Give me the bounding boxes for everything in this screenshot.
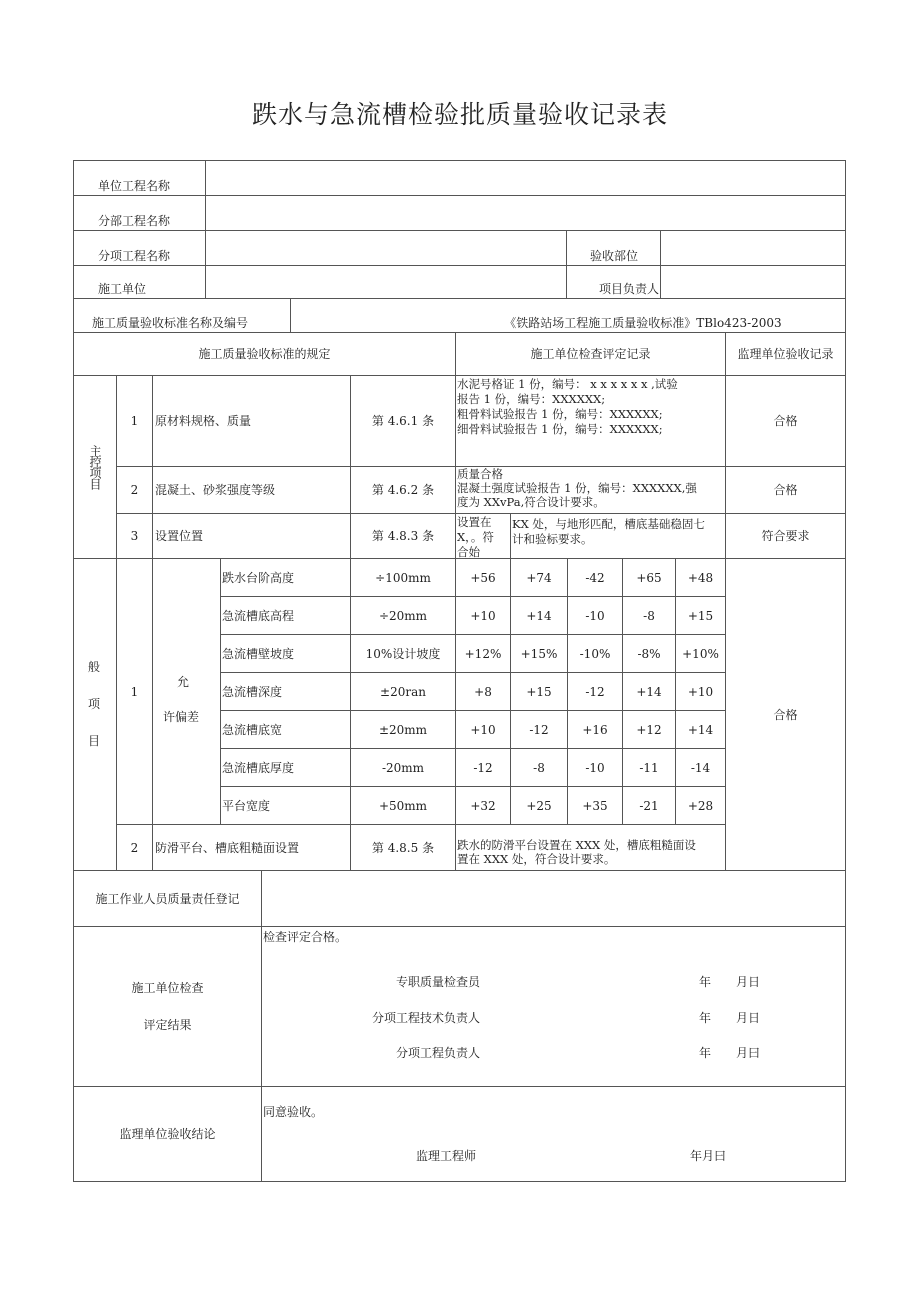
measured-value[interactable]: +28: [675, 786, 726, 825]
measured-value[interactable]: -10: [567, 748, 623, 787]
subitem-project-label: [73, 230, 206, 266]
tolerance-item-name: [220, 710, 351, 749]
item-name: 急流槽深度: [222, 684, 283, 699]
item-name: 跌水台阶高度: [222, 570, 295, 585]
supervisor-content[interactable]: [261, 1086, 846, 1182]
acceptance-part-label: [566, 230, 661, 266]
record-line: 设置在: [457, 515, 492, 529]
record-line: 度为 XXvPa,符合设计要求。: [457, 495, 605, 509]
measured-value[interactable]: +56: [455, 558, 511, 597]
measured-value[interactable]: +15%: [510, 634, 568, 673]
measured-value[interactable]: +12: [622, 710, 676, 749]
tolerance-value: +50mm: [350, 786, 456, 825]
record-line: 水泥号格证 1 份，编号： x x x x x x ,试验: [457, 377, 678, 391]
main-item-3-record-left[interactable]: [455, 513, 511, 559]
item-name: 防滑平台、槽底粗糙面设置: [155, 840, 300, 855]
measured-value[interactable]: +15: [510, 672, 568, 711]
record-line: 混凝土强度试验报告 1 份，编号：XXXXXX,强: [457, 481, 697, 495]
measured-value[interactable]: +10: [455, 710, 511, 749]
record-line: X，。符: [457, 530, 494, 544]
record-line: KX 处，与地形匹配，槽底基础稳固七: [512, 517, 705, 531]
measured-value[interactable]: +25: [510, 786, 568, 825]
measured-value[interactable]: +15: [675, 596, 726, 635]
signer-role: 专职质量检查员: [395, 975, 480, 989]
main-item-3-name: [152, 513, 351, 559]
subitem-project-field[interactable]: [205, 230, 567, 266]
supervisor-engineer: 监理工程师: [416, 1149, 477, 1163]
general-result[interactable]: 合格: [725, 558, 846, 871]
measured-value[interactable]: -8: [622, 596, 676, 635]
tolerance-item-name: [220, 558, 351, 597]
main-item-3-clause: 第 4.8.3 条: [350, 513, 456, 559]
measured-value[interactable]: -42: [567, 558, 623, 597]
col-header-supervisor-record: 监理单位验收记录: [725, 332, 846, 376]
tolerance-item-name: [220, 748, 351, 787]
label-text: 单位工程名称: [98, 179, 171, 193]
main-item-2-name: [152, 466, 351, 514]
acceptance-part-field[interactable]: [660, 230, 846, 266]
measured-value[interactable]: +14: [675, 710, 726, 749]
measured-value[interactable]: +74: [510, 558, 568, 597]
main-control-label: 主控项目: [73, 375, 117, 559]
unit-project-field[interactable]: [205, 160, 846, 196]
label-text: 分项工程名称: [98, 249, 171, 263]
measured-value[interactable]: +10: [675, 672, 726, 711]
measured-value[interactable]: +32: [455, 786, 511, 825]
general-label-char: 般: [88, 660, 101, 674]
signer-date: 月曰: [736, 1046, 761, 1060]
measured-value[interactable]: +16: [567, 710, 623, 749]
supervisor-date: 年月曰: [690, 1149, 727, 1163]
measured-value[interactable]: +65: [622, 558, 676, 597]
tolerance-value: ±20mm: [350, 710, 456, 749]
page-title: 跌水与急流槽检验批质量验收记录表: [251, 100, 668, 129]
measured-value[interactable]: +8: [455, 672, 511, 711]
tolerance-value: ±20ran: [350, 672, 456, 711]
tolerance-item-name: [220, 672, 351, 711]
item-name: 混凝土、砂浆强度等级: [155, 483, 276, 497]
general-label: [73, 558, 117, 871]
division-project-field[interactable]: [205, 195, 846, 231]
measured-value[interactable]: +10%: [675, 634, 726, 673]
tolerance-value: ÷100mm: [350, 558, 456, 597]
signer-role: 分项工程负责人: [395, 1046, 480, 1060]
label-text: 施工质量验收标准名称及编号: [92, 316, 249, 330]
standard-field[interactable]: [290, 298, 846, 333]
project-manager-label: [566, 265, 661, 299]
measured-value[interactable]: -8: [510, 748, 568, 787]
record-line: 报告 1 份，编号：XXXXXX;: [457, 392, 606, 406]
main-item-1-record[interactable]: [455, 375, 726, 467]
measured-value[interactable]: +14: [622, 672, 676, 711]
col-header-spec: 施工质量验收标准的规定: [73, 332, 456, 376]
item-name: 急流槽底厚度: [222, 760, 295, 775]
general-item-2-record[interactable]: [455, 824, 726, 871]
measured-value[interactable]: +12%: [455, 634, 511, 673]
measured-value[interactable]: +48: [675, 558, 726, 597]
main-item-2-no: 2: [116, 466, 153, 514]
signer-date: 月日: [736, 1011, 761, 1025]
measured-value[interactable]: -10: [567, 596, 623, 635]
measured-value[interactable]: -11: [622, 748, 676, 787]
record-line: 跌水的防滑平台设置在 XXX 处，槽底粗糙面设: [457, 838, 696, 852]
signer-date: 月日: [736, 975, 761, 989]
measured-value[interactable]: -10%: [567, 634, 623, 673]
main-item-2-result[interactable]: 合格: [725, 466, 846, 514]
label-text: 验收部位: [589, 249, 638, 263]
division-project-label: [73, 195, 206, 231]
signer-year: 年: [699, 1046, 712, 1060]
unit-project-label: [73, 160, 206, 196]
signer-year: 年: [699, 1011, 712, 1025]
label-line: 评定结果: [143, 1018, 192, 1032]
tolerance-item-name: [220, 634, 351, 673]
record-line: 细骨料试验报告 1 份，编号：XXXXXX;: [457, 422, 663, 436]
contractor-label: [73, 265, 206, 299]
general-label-char: 目: [88, 734, 101, 748]
general-item-1-group: [152, 558, 221, 825]
tolerance-value: ÷20mm: [350, 596, 456, 635]
supervisor-label: 监理单位验收结论: [73, 1086, 262, 1182]
main-item-1-result[interactable]: 合格: [725, 375, 846, 467]
general-item-2-clause: 第 4.8.5 条: [350, 824, 456, 871]
record-line: 置在 XXX 处，符合设计要求。: [457, 852, 616, 866]
general-item-1-no: 1: [116, 558, 153, 825]
main-item-2-clause: 第 4.6.2 条: [350, 466, 456, 514]
item-name: 急流槽底宽: [222, 722, 283, 737]
label-line: 施工单位检查: [131, 981, 204, 995]
record-line: 合始: [457, 545, 480, 559]
item-name: 原材料规格、质量: [155, 414, 252, 428]
item-name: 设置位置: [155, 529, 204, 543]
standard-label: [73, 298, 291, 333]
main-item-3-result[interactable]: 符合要求: [725, 513, 846, 559]
supervisor-conclusion: 同意验收。: [263, 1105, 324, 1119]
item-name: 急流槽壁坡度: [222, 646, 295, 661]
standard-value: 《铁路站场工程施工质量验收标准》TBlo423-2003: [504, 316, 782, 330]
main-item-1-clause: 第 4.6.1 条: [350, 375, 456, 467]
contractor-field[interactable]: [205, 265, 567, 299]
tolerance-value: 10%设计坡度: [350, 634, 456, 673]
measured-value[interactable]: +10: [455, 596, 511, 635]
tolerance-item-name: [220, 596, 351, 635]
record-line: 计和验标要求。: [512, 532, 593, 546]
measured-value[interactable]: -21: [622, 786, 676, 825]
measured-value[interactable]: -8%: [622, 634, 676, 673]
measured-value[interactable]: -12: [567, 672, 623, 711]
measured-value[interactable]: +14: [510, 596, 568, 635]
label-text: 施工单位: [98, 282, 147, 296]
general-item-2-no: 2: [116, 824, 153, 871]
measured-value[interactable]: -14: [675, 748, 726, 787]
main-item-3-no: 3: [116, 513, 153, 559]
group-label-1: 允: [177, 675, 190, 689]
project-manager-field[interactable]: [660, 265, 846, 299]
main-item-1-no: 1: [116, 375, 153, 467]
signer-role: 分项工程技术负责人: [371, 1011, 480, 1025]
contractor-check-label: [73, 926, 262, 1087]
measured-value[interactable]: +35: [567, 786, 623, 825]
personnel-label: 施工作业人员质量责任登记: [73, 870, 262, 927]
measured-value[interactable]: -12: [455, 748, 511, 787]
label-text: 分部工程名称: [98, 214, 171, 228]
main-item-3-record-right[interactable]: [510, 513, 726, 559]
main-item-2-record[interactable]: [455, 466, 726, 514]
item-name: 急流槽底高程: [222, 608, 295, 623]
main-item-1-name: [152, 375, 351, 467]
label-text: 项目负责人: [598, 282, 659, 296]
item-name: 平台宽度: [222, 798, 271, 813]
record-line: 质量合格: [457, 467, 503, 481]
contractor-check-content[interactable]: [261, 926, 846, 1087]
tolerance-value: -20mm: [350, 748, 456, 787]
contractor-conclusion: 检查评定合格。: [263, 930, 348, 944]
signer-year: 年: [699, 975, 712, 989]
personnel-field[interactable]: [261, 870, 846, 927]
tolerance-item-name: [220, 786, 351, 825]
measured-value[interactable]: -12: [510, 710, 568, 749]
general-label-char: 项: [88, 697, 101, 711]
col-header-contractor-record: 施工单位检查评定记录: [455, 332, 726, 376]
general-item-2-name: [152, 824, 351, 871]
record-line: 粗骨料试验报告 1 份，编号：XXXXXX;: [457, 407, 663, 421]
group-label-2: 许偏差: [163, 710, 200, 724]
